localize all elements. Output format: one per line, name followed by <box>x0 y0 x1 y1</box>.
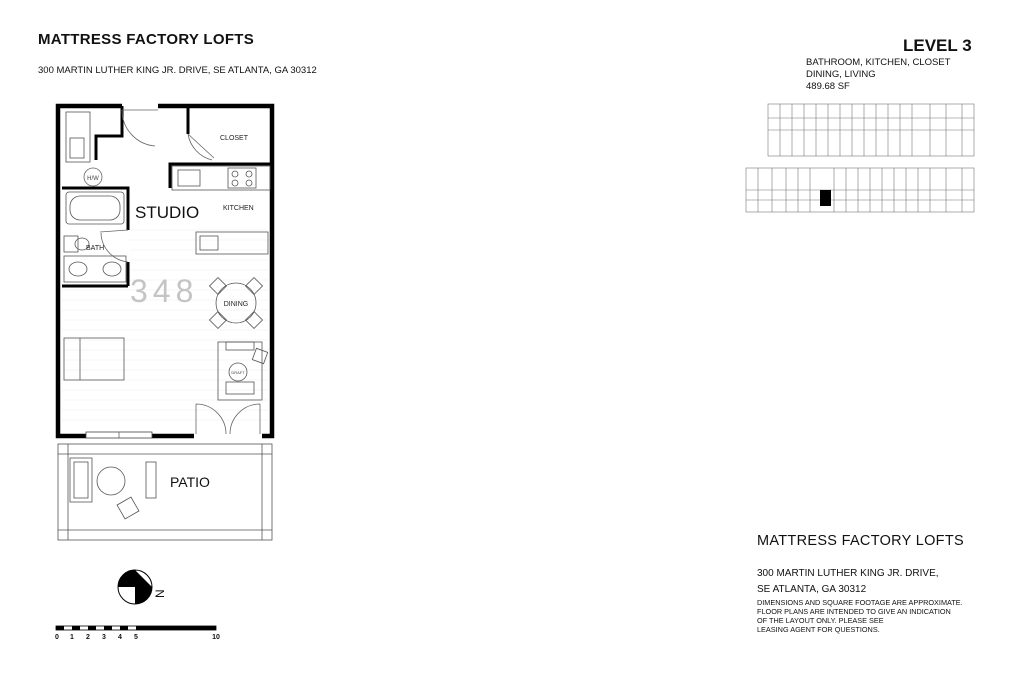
north-label: N <box>153 589 167 598</box>
footer-address-line-2: SE ATLANTA, GA 30312 <box>757 584 867 595</box>
scale-label-4: 4 <box>118 634 122 641</box>
floor-hatch <box>62 230 268 420</box>
disclaimer-line-4: LEASING AGENT FOR QUESTIONS. <box>757 625 880 634</box>
disclaimer-line-3: OF THE LAYOUT ONLY. PLEASE SEE <box>757 616 884 625</box>
scale-bar <box>56 626 216 630</box>
bed <box>64 338 124 380</box>
room-label-dining: DINING <box>223 301 249 308</box>
water-heater <box>84 168 102 186</box>
water-heater-label: H/W <box>87 176 99 182</box>
property-address: 300 MARTIN LUTHER KING JR. DRIVE, SE ATLANTA, GA 30312 <box>38 65 317 76</box>
unit-number: 348 <box>130 273 199 309</box>
footer-address-line-1: 300 MARTIN LUTHER KING JR. DRIVE, <box>757 568 939 579</box>
scale-label-1: 1 <box>70 634 74 641</box>
scale-label-2: 2 <box>86 634 90 641</box>
room-label-studio: STUDIO <box>135 203 200 222</box>
patio-furniture <box>70 458 156 519</box>
north-arrow-icon <box>118 570 167 604</box>
scale-label-5: 5 <box>134 634 138 641</box>
features-line-1: BATHROOM, KITCHEN, CLOSET <box>806 57 951 68</box>
footer-brand: MATTRESS FACTORY LOFTS <box>757 533 964 549</box>
unit-area: 489.68 SF <box>806 81 850 92</box>
key-plan <box>746 104 974 212</box>
scale-label-0: 0 <box>55 634 59 641</box>
scale-label-3: 3 <box>102 634 106 641</box>
room-label-patio: PATIO <box>170 474 210 490</box>
room-label-bath: BATH <box>86 245 105 252</box>
level-label: LEVEL 3 <box>903 36 972 55</box>
page-title: MATTRESS FACTORY LOFTS <box>38 31 255 48</box>
room-label-closet: CLOSET <box>220 135 249 142</box>
room-label-kitchen: KITCHEN <box>223 205 254 212</box>
disclaimer-line-1: DIMENSIONS AND SQUARE FOOTAGE ARE APPROXIMATE. <box>757 598 963 607</box>
key-plan-unit-highlight <box>820 190 831 206</box>
scale-label-10: 10 <box>212 634 220 641</box>
disclaimer-line-2: FLOOR PLANS ARE INTENDED TO GIVE AN INDICATION <box>757 607 951 616</box>
coffee-table-label: DRAFT <box>231 370 245 375</box>
features-line-2: DINING, LIVING <box>806 69 876 80</box>
